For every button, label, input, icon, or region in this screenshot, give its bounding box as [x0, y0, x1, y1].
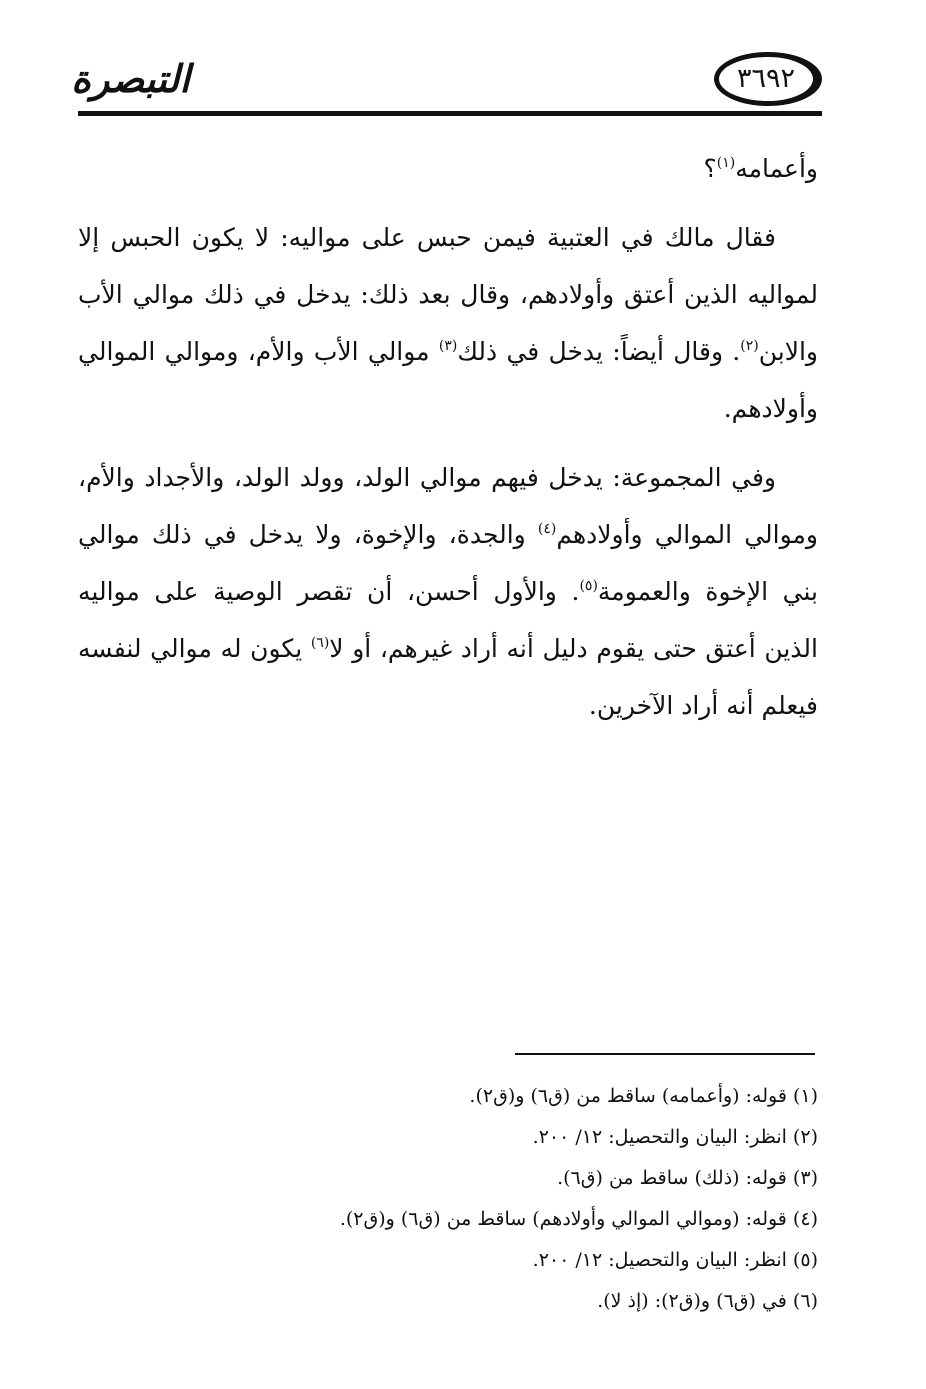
- book-title: التبصرة: [71, 56, 190, 101]
- paragraph-2: [78, 209, 818, 437]
- paragraph-2-segment-2: . وقال أيضاً: يدخل في ذلك: [457, 337, 741, 366]
- footnote-4: (٤) قوله: (وموالي الموالي وأولادهم) ساقط من (ق٦) و(ق٢).: [339, 1208, 818, 1230]
- main-text: [78, 140, 818, 734]
- footnote-separator: [515, 1053, 815, 1055]
- footnote-5: (٥) انظر: البيان والتحصيل: ١٢/ ٢٠٠.: [532, 1249, 818, 1271]
- footnote-marker-4: (٤): [537, 521, 557, 537]
- footnote-marker-1: (١): [716, 155, 736, 171]
- paragraph-2-segment-3: موالي الأب والأم، وموالي الموالي وأولادهم.: [78, 337, 818, 423]
- footnote-marker-5: (٥): [579, 578, 598, 594]
- paragraph-2-segment-1: فقال مالك في العتبية فيمن حبس على مواليه: لا يكون الحبس إلا لمواليه الذين أعتق وأولادهم، وقال بعد ذلك: يدخل في ذلك موالي الأب والابن: [78, 223, 818, 366]
- footnote-2: (٢) انظر: البيان والتحصيل: ١٢/ ٢٠٠.: [532, 1126, 818, 1148]
- paragraph-1: [78, 140, 818, 197]
- footnote-6: (٦) في (ق٦) و(ق٢): (إذ لا).: [597, 1290, 818, 1312]
- paragraph-3: [78, 449, 818, 734]
- footnotes: [78, 1076, 818, 1322]
- paragraph-3-segment-2: والجدة، والإخوة، ولا يدخل في ذلك موالي بني الإخوة والعمومة: [78, 520, 818, 606]
- page-number-badge: [714, 52, 822, 106]
- footnote-marker-3: (٣): [438, 338, 458, 354]
- paragraph-3-segment-1: وفي المجموعة: يدخل فيهم موالي الولد، وولد الولد، والأجداد والأم، وموالي الموالي وأولادهم: [78, 463, 818, 549]
- footnote-marker-6: (٦): [310, 635, 330, 651]
- page-number: ٣٦٩٢: [736, 63, 795, 94]
- paragraph-1-text: وأعمامه: [735, 154, 818, 183]
- header-rule: [78, 111, 822, 116]
- paragraph-1-end: ؟: [703, 154, 717, 183]
- page-header: [71, 48, 822, 118]
- footnote-marker-2: (٢): [740, 338, 759, 354]
- footnote-1: (١) قوله: (وأعمامه) ساقط من (ق٦) و(ق٢).: [469, 1085, 818, 1107]
- paragraph-3-segment-3: . والأول أحسن، أن تقصر الوصية على مواليه الذين أعتق حتى يقوم دليل أنه أراد غيرهم، أو لا: [78, 577, 818, 663]
- paragraph-3-segment-4: يكون له موالي لنفسه فيعلم أنه أراد الآخرين.: [78, 634, 818, 720]
- footnote-3: (٣) قوله: (ذلك) ساقط من (ق٦).: [557, 1167, 818, 1189]
